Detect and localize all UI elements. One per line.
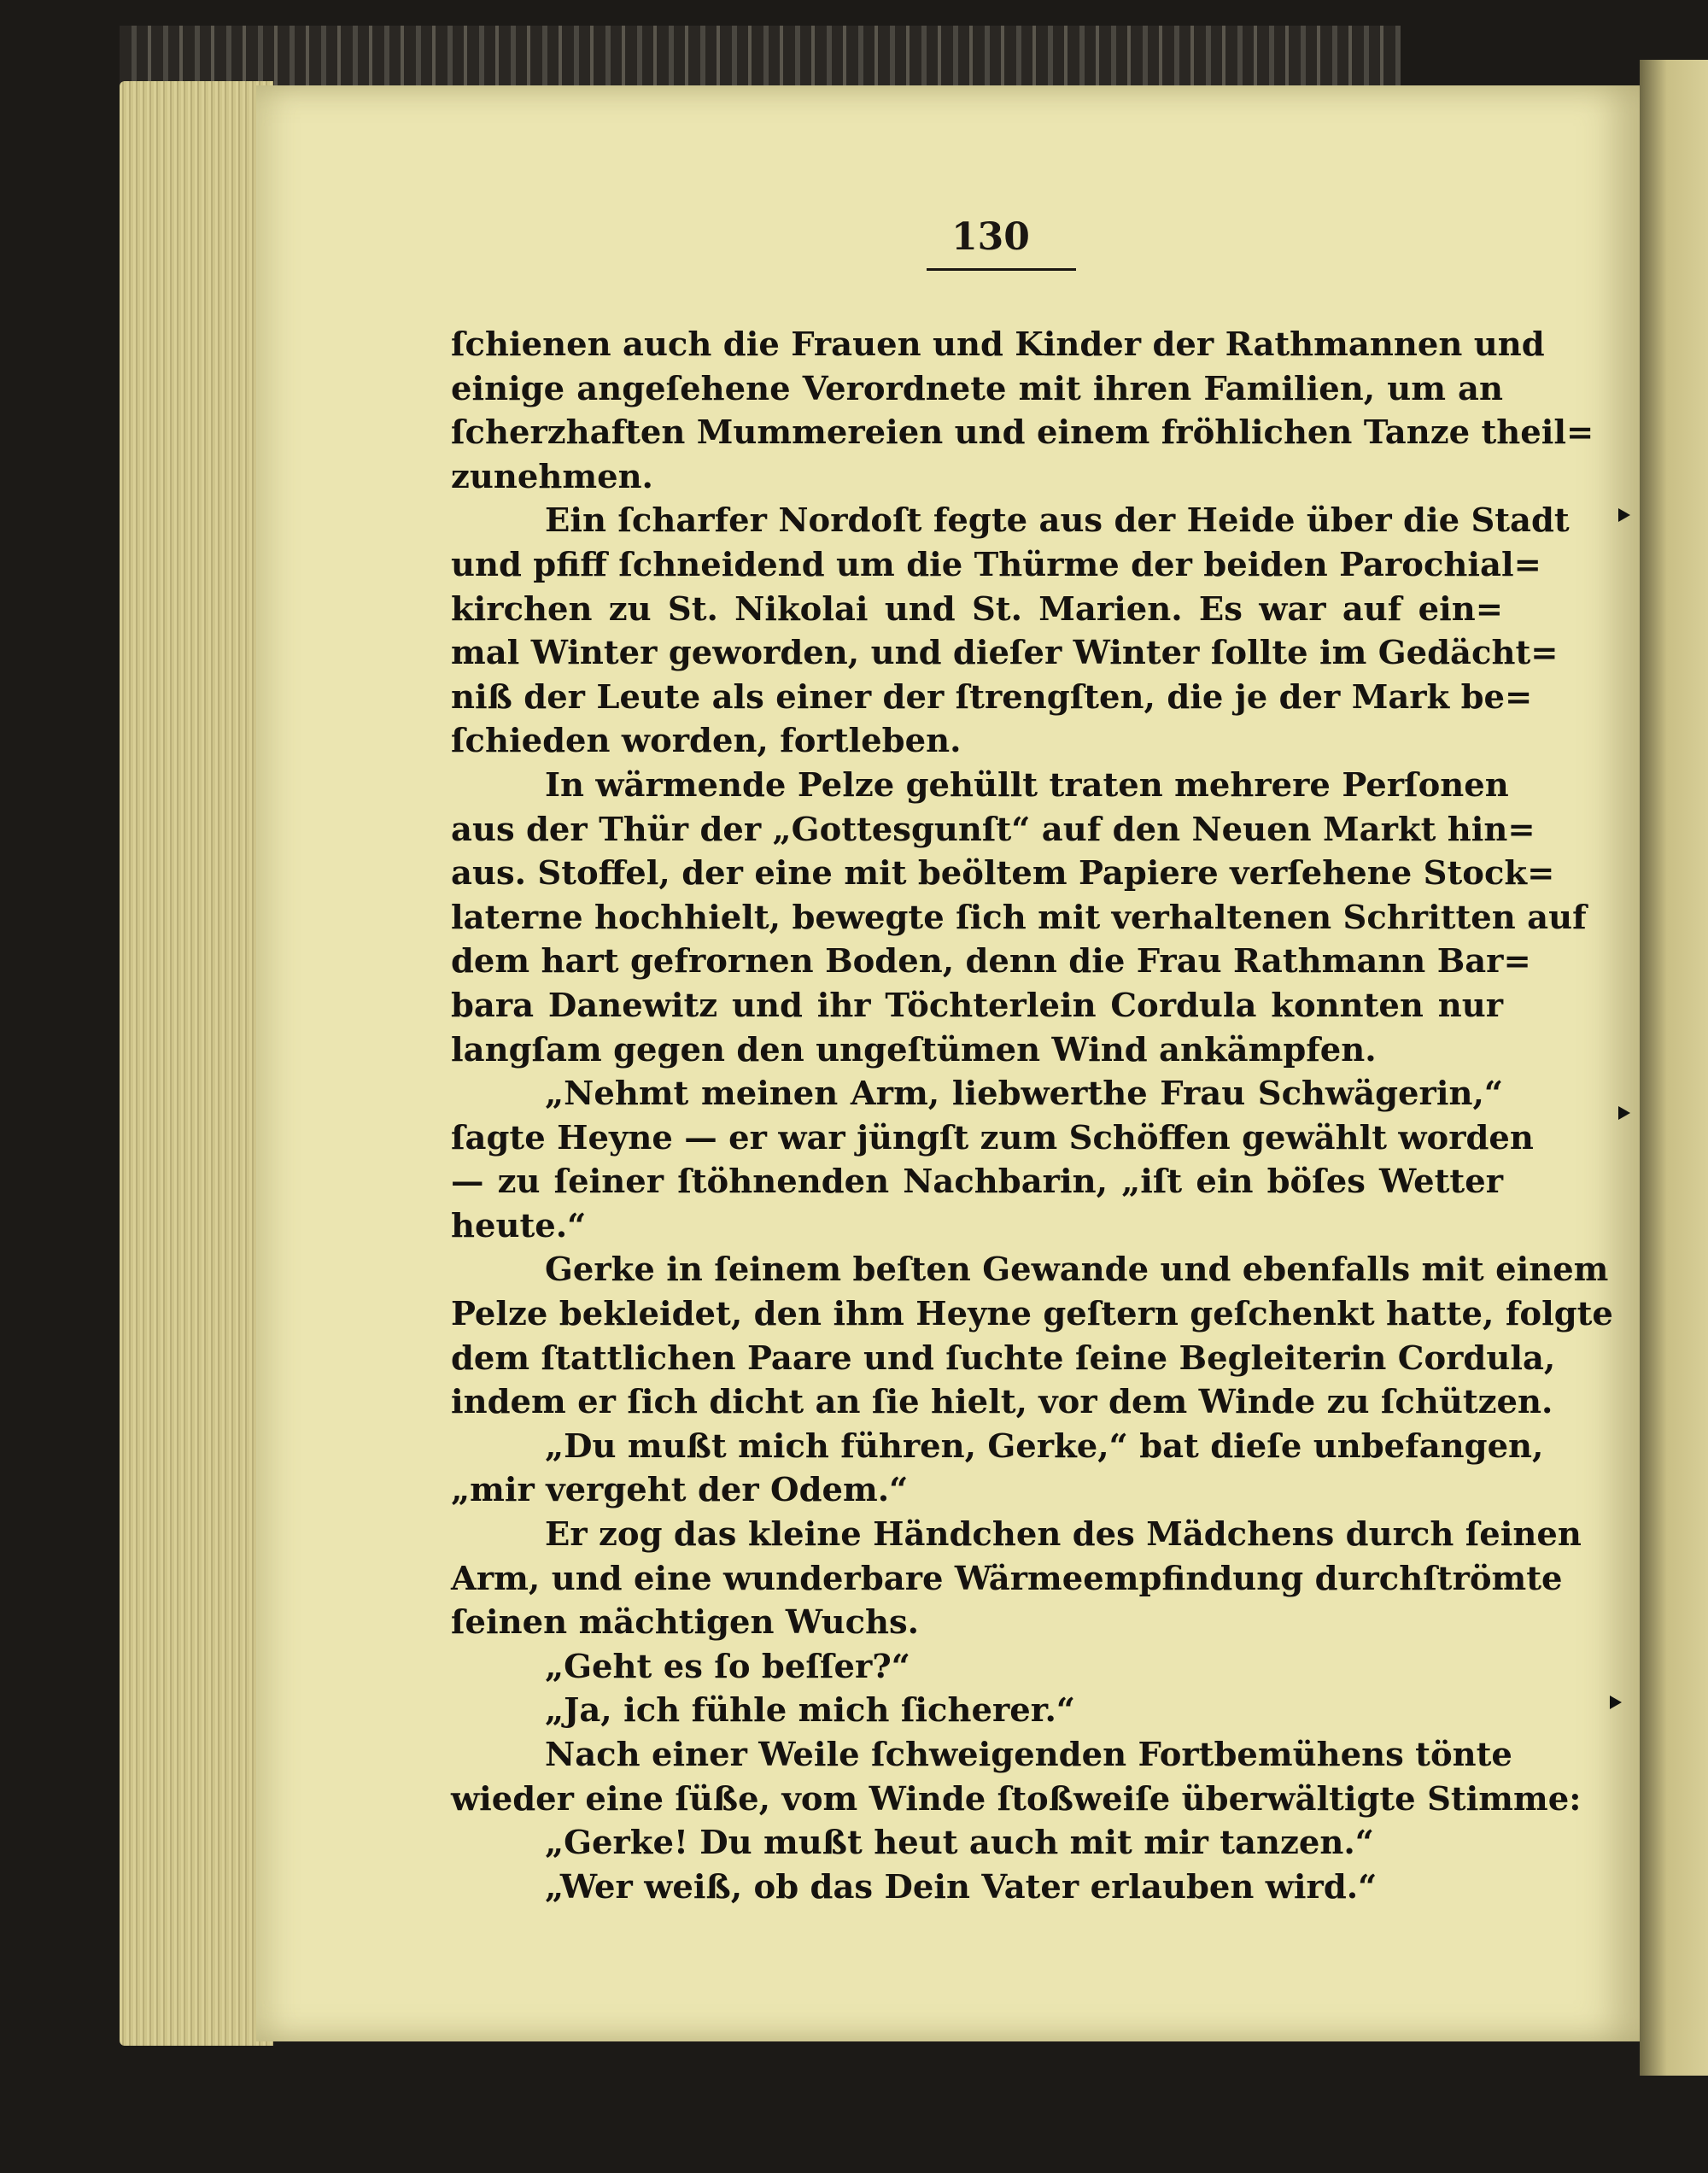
text-line: Nach einer Weile ſchweigenden Fortbemühens tönte — [545, 1736, 1512, 1774]
text-line: „Geht es ſo beſſer?“ — [545, 1647, 910, 1686]
book-spine-top — [120, 26, 1401, 90]
text-line: Pelze bekleidet, den ihm Heyne geſtern geſchenkt hatte, folgte — [451, 1295, 1613, 1334]
text-line: aus. Stoffel, der eine mit beöltem Papiere verſehene Stock= — [451, 854, 1555, 893]
text-line: „Ja, ich fühle mich ſicherer.“ — [545, 1691, 1076, 1731]
text-line: zunehmen. — [451, 457, 653, 496]
text-line: bara Danewitz und ihr Töchterlein Cordula konnten nur — [451, 986, 1503, 1025]
text-line: ſcherzhaften Mummereien und einem fröhlichen Tanze theil= — [451, 413, 1594, 453]
text-line: einige angeſehene Verordnete mit ihren Familien, um an — [451, 369, 1503, 408]
text-line: indem er ſich dicht an ſie hielt, vor dem Winde zu ſchützen. — [451, 1383, 1553, 1422]
text-line: In wärmende Pelze gehüllt traten mehrere Perſonen — [545, 765, 1509, 805]
text-line: und pfiff ſchneidend um die Thürme der beiden Parochial= — [451, 545, 1541, 584]
text-line: dem ſtattlichen Paare und ſuchte ſeine Begleiterin Cordula, — [451, 1338, 1556, 1378]
text-line: Er zog das kleine Händchen des Mädchens durch ſeinen — [545, 1515, 1582, 1555]
text-line: aus der Thür der „Gottesgunſt“ auf den Neuen Markt hin= — [451, 810, 1535, 849]
page-edges-left — [120, 81, 273, 2046]
text-line: ſchieden worden, fortleben. — [451, 722, 962, 761]
text-line: niß der Leute als einer der ſtrengſten, die je der Mark be= — [451, 677, 1533, 717]
body-text — [451, 323, 1613, 1909]
text-line: Arm, und eine wunderbare Wärmeempfindung durchſtrömte — [451, 1559, 1563, 1598]
margin-mark — [1618, 1106, 1630, 1120]
text-line: „Wer weiß, ob das Dein Vater erlauben wird.“ — [545, 1867, 1378, 1906]
margin-mark — [1618, 508, 1630, 522]
page-number-rule — [927, 268, 1076, 271]
text-line: ſchienen auch die Frauen und Kinder der Rathmannen und — [451, 325, 1545, 364]
text-line: kirchen zu St. Nikolai und St. Marien. Es war auf ein= — [451, 589, 1503, 629]
text-line: wieder eine ſüße, vom Winde ſtoßweiſe überwältigte Stimme: — [451, 1779, 1582, 1819]
text-line: — zu ſeiner ſtöhnenden Nachbarin, „iſt ein böſes Wetter — [451, 1163, 1503, 1202]
text-line: „Nehmt meinen Arm, liebwerthe Frau Schwägerin,“ — [545, 1075, 1503, 1114]
text-line: „Du mußt mich führen, Gerke,“ bat dieſe unbefangen, — [545, 1426, 1544, 1466]
page-edge-right — [1640, 60, 1708, 2076]
text-line: Gerke in ſeinem beſten Gewande und ebenfalls mit einem — [545, 1250, 1609, 1290]
text-line: ſeinen mächtigen Wuchs. — [451, 1603, 920, 1643]
page-number: 130 — [951, 215, 1030, 259]
text-line: dem hart gefrornen Boden, denn die Frau Rathmann Bar= — [451, 942, 1531, 981]
margin-mark — [1610, 1696, 1622, 1709]
text-line: mal Winter geworden, und dieſer Winter ſollte im Gedächt= — [451, 634, 1559, 673]
text-line: heute.“ — [451, 1206, 587, 1245]
text-line: langſam gegen den ungeſtümen Wind ankämpfen. — [451, 1030, 1377, 1069]
text-line: ſagte Heyne — er war jüngſt zum Schöffen gewählt worden — [451, 1118, 1534, 1157]
text-line: „mir vergeht der Odem.“ — [451, 1471, 909, 1510]
text-line: Ein ſcharfer Nordoſt fegte aus der Heide über die Stadt — [545, 501, 1570, 541]
text-line: laterne hochhielt, bewegte ſich mit verhaltenen Schritten auf — [451, 898, 1587, 937]
text-line: „Gerke! Du mußt heut auch mit mir tanzen.“ — [545, 1824, 1374, 1863]
